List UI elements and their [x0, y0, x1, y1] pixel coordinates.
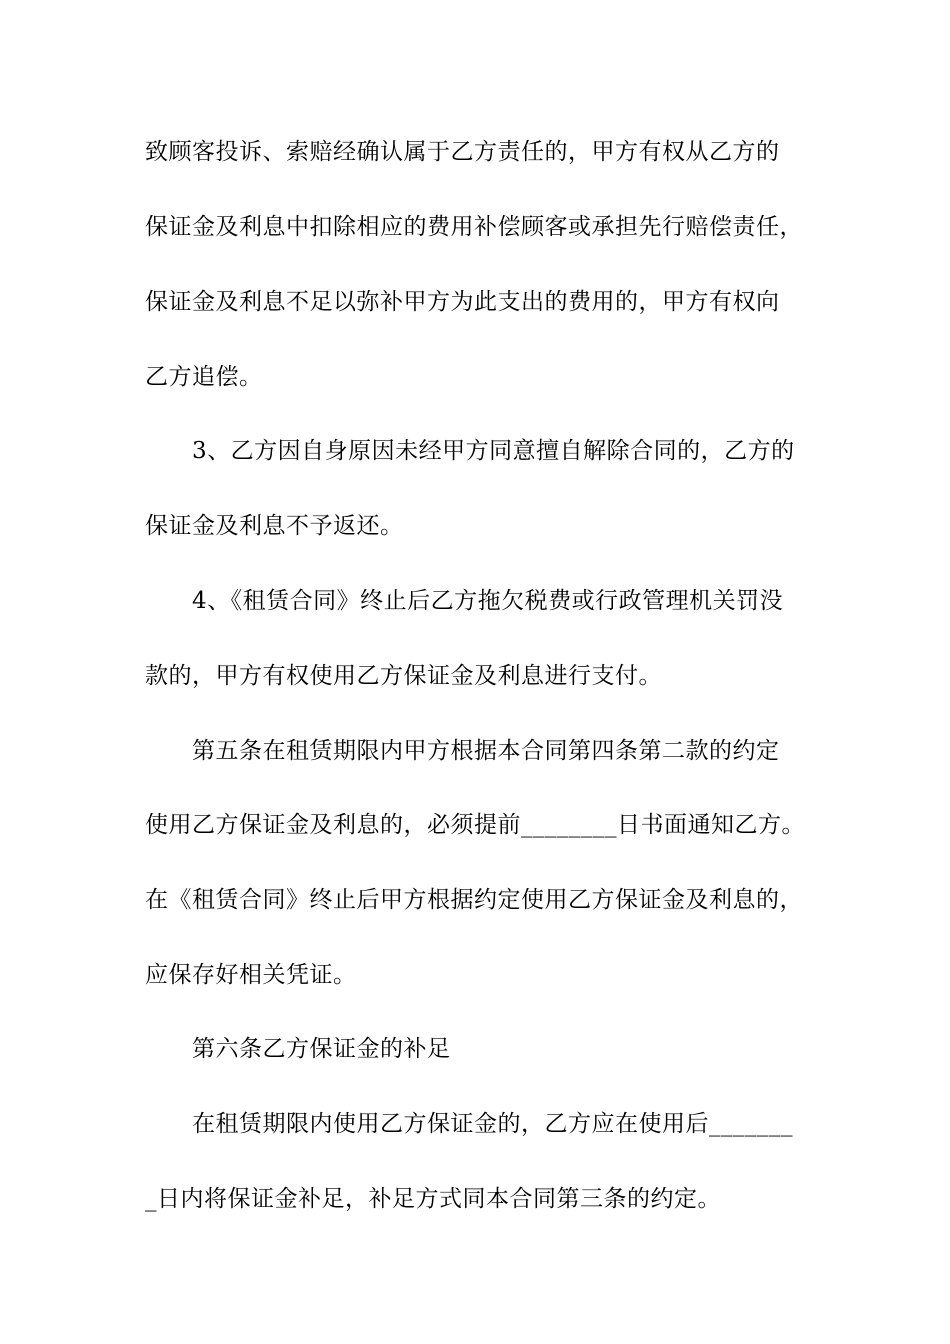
text-line-14: 在租赁期限内使用乙方保证金的，乙方应在使用后_______	[192, 1111, 793, 1137]
text-line-5: 3、乙方因自身原因未经甲方同意擅自解除合同的，乙方的	[192, 438, 795, 464]
text-line-3: 保证金及利息不足以弥补甲方为此支出的费用的，甲方有权向	[145, 289, 780, 315]
text-line-1: 致顾客投诉、索赔经确认属于乙方责任的，甲方有权从乙方的	[145, 139, 780, 165]
text-line-4: 乙方追偿。	[145, 364, 263, 390]
text-line-13: 第六条乙方保证金的补足	[192, 1036, 451, 1062]
text-line-2: 保证金及利息中扣除相应的费用补偿顾客或承担先行赔偿责任，	[145, 214, 803, 240]
text-line-6: 保证金及利息不予返还。	[145, 513, 404, 539]
text-line-10: 使用乙方保证金及利息的，必须提前________日书面通知乙方。	[145, 812, 805, 838]
text-line-7: 4、《租赁合同》终止后乙方拖欠税费或行政管理机关罚没	[192, 588, 784, 614]
text-line-8: 款的，甲方有权使用乙方保证金及利息进行支付。	[145, 663, 662, 689]
text-line-9: 第五条在租赁期限内甲方根据本合同第四条第二款的约定	[192, 738, 780, 764]
text-line-15: _日内将保证金补足，补足方式同本合同第三条的约定。	[145, 1186, 721, 1212]
text-line-11: 在《租赁合同》终止后甲方根据约定使用乙方保证金及利息的，	[145, 887, 803, 913]
text-line-12: 应保存好相关凭证。	[145, 962, 357, 988]
